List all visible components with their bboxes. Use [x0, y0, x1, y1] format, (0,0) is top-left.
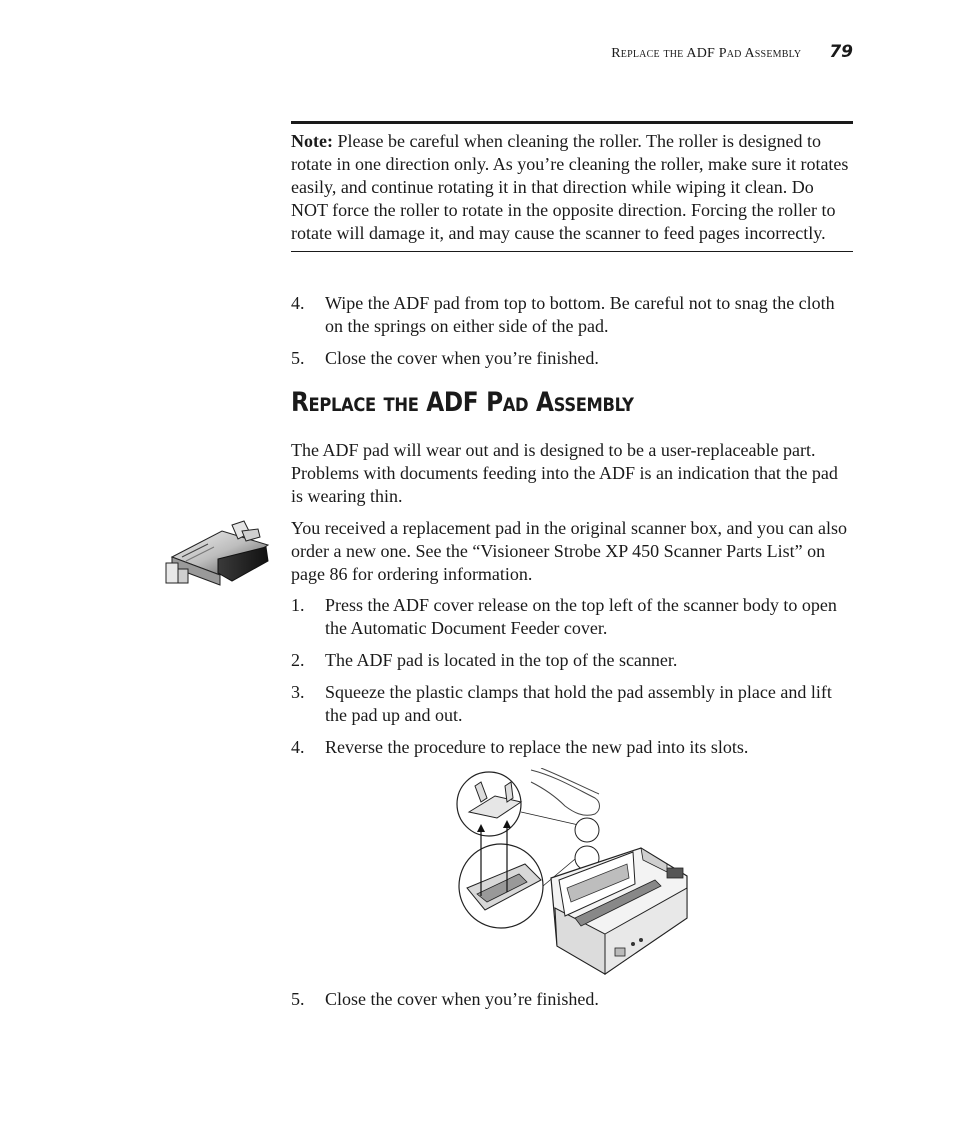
- page-number: 79: [829, 42, 853, 62]
- step-text: Press the ADF cover release on the top left of the scanner body to open the Automatic Document Feeder cover.: [325, 595, 837, 638]
- step-number: 4.: [291, 737, 305, 757]
- parts-paragraph: You received a replacement pad in the original scanner box, and you can also order a new one. See the “Visioneer Strobe XP 450 Scanner Parts List” on page 86 for ordering information.: [291, 518, 847, 584]
- step-number: 2.: [291, 650, 305, 670]
- section-heading: Replace the ADF Pad Assembly: [291, 387, 634, 418]
- step-text: Squeeze the plastic clamps that hold the pad assembly in place and lift the pad up and out.: [325, 682, 832, 725]
- step-number: 5.: [291, 348, 305, 368]
- step-number: 5.: [291, 989, 305, 1009]
- step-text: The ADF pad is located in the top of the scanner.: [325, 650, 678, 670]
- note-body: Please be careful when cleaning the roller. The roller is designed to rotate in one direction only. As you’re cleaning the roller, make sure it rotates easily, and continue rotating it in that direction while wiping it clean. Do NOT force the roller to rotate in the opposite direction. Forcing the roller to rotate will damage it, and may cause the scanner to feed pages incorrectly.: [291, 131, 849, 243]
- note-label: Note:: [291, 131, 333, 151]
- list-item: [291, 988, 853, 1011]
- list-item: [291, 594, 853, 640]
- note-box: [291, 121, 853, 252]
- running-head-title: Replace the ADF Pad Assembly: [611, 46, 802, 61]
- scanner-pad-removal-illustration: [455, 768, 695, 978]
- step-number: 1.: [291, 595, 305, 615]
- adf-pad-icon: [162, 517, 274, 593]
- step-number: 4.: [291, 293, 305, 313]
- step-text: Wipe the ADF pad from top to bottom. Be careful not to snag the cloth on the springs on either side of the pad.: [325, 293, 835, 336]
- list-item: [291, 736, 853, 759]
- step-number: 3.: [291, 682, 305, 702]
- step-text: Close the cover when you’re finished.: [325, 348, 599, 368]
- intro-paragraph: The ADF pad will wear out and is designed to be a user-replaceable part. Problems with documents feeding into the ADF is an indication that the pad is wearing thin.: [291, 440, 838, 506]
- list-item: [291, 347, 853, 370]
- list-item: [291, 681, 853, 727]
- list-item: [291, 649, 853, 672]
- note-text: [291, 130, 853, 245]
- step-text: Close the cover when you’re finished.: [325, 989, 599, 1009]
- step-text: Reverse the procedure to replace the new pad into its slots.: [325, 737, 749, 757]
- list-item: [291, 292, 853, 338]
- running-head: [611, 42, 853, 62]
